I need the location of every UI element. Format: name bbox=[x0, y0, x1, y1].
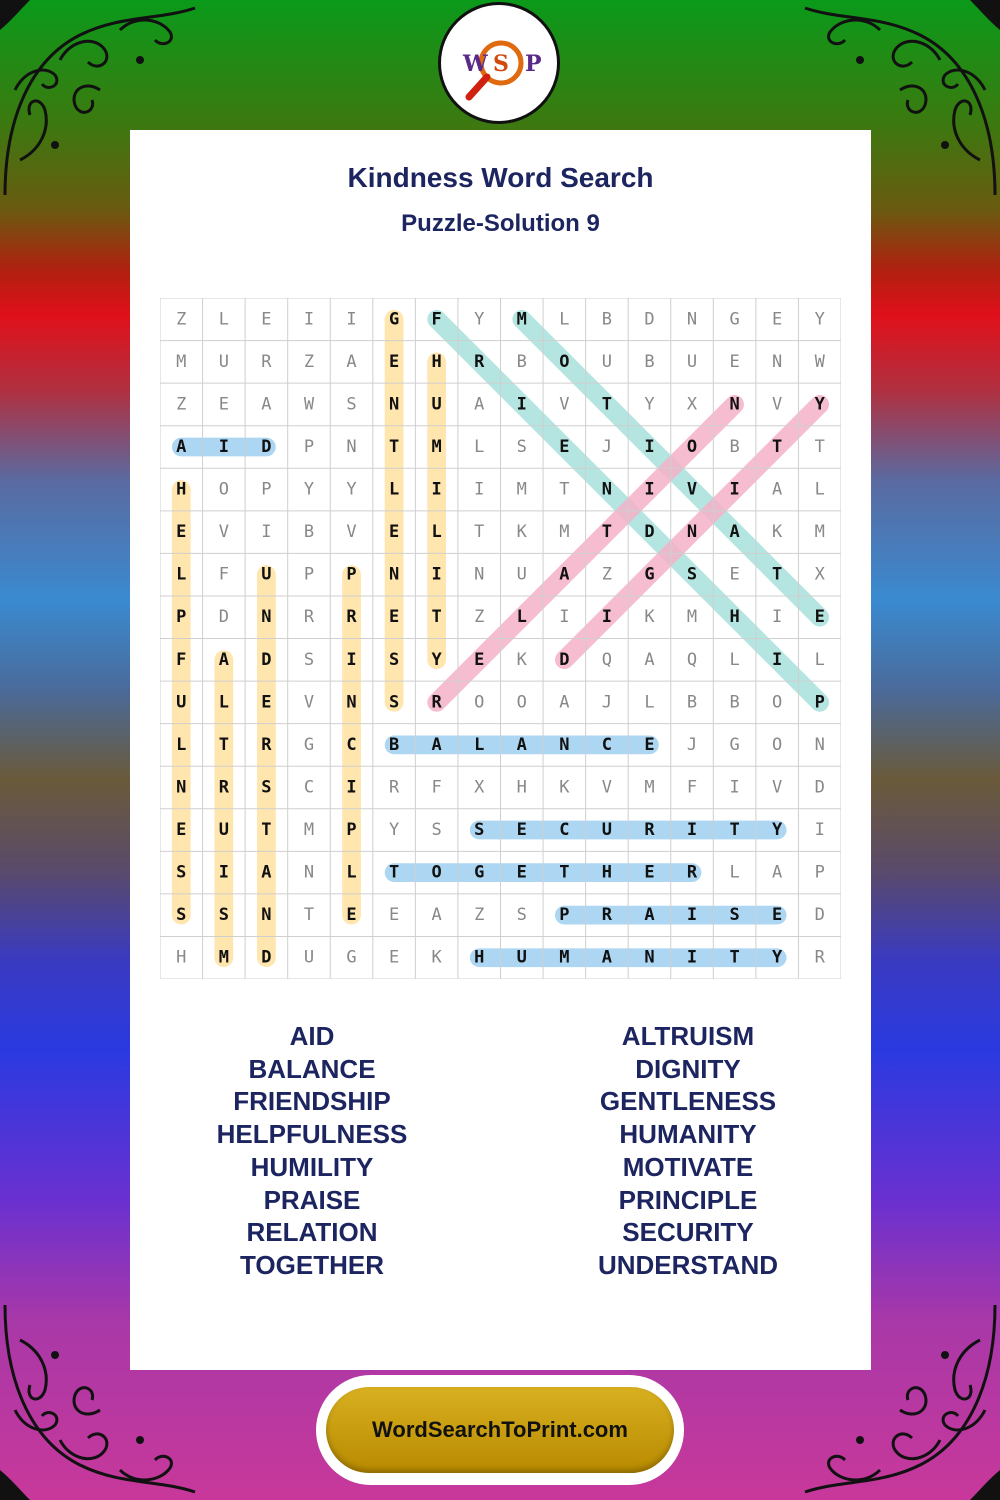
grid-cell-letter[interactable]: R bbox=[261, 351, 272, 372]
word-search-grid bbox=[160, 298, 841, 979]
site-link-button[interactable] bbox=[326, 1387, 674, 1473]
grid-cell-letter[interactable]: M bbox=[559, 947, 570, 968]
grid-cell-letter[interactable]: I bbox=[474, 479, 485, 500]
grid-cell-letter[interactable]: D bbox=[814, 777, 825, 798]
grid-cell-letter[interactable]: A bbox=[346, 351, 357, 372]
grid-cell-letter[interactable]: T bbox=[431, 607, 442, 628]
grid-cell-letter[interactable]: K bbox=[516, 649, 527, 670]
grid-cell-letter[interactable]: H bbox=[176, 479, 187, 500]
grid-cell-letter[interactable]: E bbox=[729, 351, 740, 372]
grid-cell-letter[interactable]: S bbox=[303, 649, 315, 670]
word-list-item: PRAISE bbox=[263, 1184, 361, 1215]
grid-cell-letter[interactable]: A bbox=[261, 862, 272, 883]
grid-cell-letter[interactable]: P bbox=[346, 564, 357, 585]
grid-cell-letter[interactable]: E bbox=[559, 436, 570, 457]
grid-cell-letter[interactable]: I bbox=[644, 479, 655, 500]
grid-cell-letter[interactable]: S bbox=[388, 649, 400, 670]
grid-cell-letter[interactable]: P bbox=[346, 820, 357, 841]
grid-cell-letter[interactable]: B bbox=[516, 351, 527, 372]
grid-cell-letter[interactable]: B bbox=[388, 734, 400, 755]
grid-cell-letter[interactable]: E bbox=[388, 522, 400, 543]
grid-cell-letter[interactable]: D bbox=[814, 905, 825, 926]
grid-cell-letter[interactable]: I bbox=[772, 607, 783, 628]
grid-cell-letter[interactable]: N bbox=[686, 522, 698, 543]
grid-cell-letter[interactable]: A bbox=[474, 394, 485, 415]
grid-cell-letter[interactable]: H bbox=[729, 607, 740, 628]
grid-cell-letter[interactable]: T bbox=[388, 862, 400, 883]
grid-cell-letter[interactable]: T bbox=[218, 734, 229, 755]
word-list-item: SECURITY bbox=[622, 1217, 754, 1248]
grid-cell-letter[interactable]: S bbox=[261, 777, 272, 798]
grid-cell-letter[interactable]: E bbox=[772, 309, 783, 330]
grid-cell-letter[interactable]: D bbox=[559, 649, 570, 670]
word-list-item: FRIENDSHIP bbox=[233, 1086, 391, 1117]
grid-cell-letter[interactable]: U bbox=[601, 351, 613, 372]
grid-cell-letter[interactable]: T bbox=[729, 947, 740, 968]
grid-cell-letter[interactable]: E bbox=[218, 394, 229, 415]
word-list-item: AID bbox=[289, 1021, 335, 1051]
grid-cell-letter[interactable]: B bbox=[729, 692, 740, 713]
grid-cell-letter[interactable]: S bbox=[176, 905, 187, 926]
grid-cell-letter[interactable]: Z bbox=[176, 394, 187, 415]
grid-cell-letter[interactable]: L bbox=[729, 862, 740, 883]
grid-cell-letter[interactable]: I bbox=[218, 436, 229, 457]
grid-cell-letter[interactable]: H bbox=[176, 947, 187, 968]
grid-cell-letter[interactable]: E bbox=[388, 905, 400, 926]
grid-cell-letter[interactable]: M bbox=[559, 522, 570, 543]
grid-cell-letter[interactable]: O bbox=[559, 351, 570, 372]
grid-cell-letter[interactable]: P bbox=[814, 862, 825, 883]
word-list-item: HUMANITY bbox=[619, 1119, 757, 1150]
grid-cell-letter[interactable]: S bbox=[686, 564, 698, 585]
grid-cell-letter[interactable]: I bbox=[601, 607, 613, 628]
grid-cell-letter[interactable]: E bbox=[516, 862, 527, 883]
grid-cell-letter[interactable]: L bbox=[431, 522, 442, 543]
grid-cell-letter[interactable]: L bbox=[218, 692, 229, 713]
word-list-left bbox=[152, 1020, 472, 1282]
grid-cell-letter[interactable]: L bbox=[644, 692, 655, 713]
grid-cell-letter[interactable]: A bbox=[772, 479, 783, 500]
grid-cell-letter[interactable]: B bbox=[686, 692, 698, 713]
puzzle-title: Kindness Word Search bbox=[347, 162, 654, 193]
grid-cell-letter[interactable]: T bbox=[601, 394, 613, 415]
grid-cell-letter[interactable]: M bbox=[516, 479, 527, 500]
grid-cell-letter[interactable]: N bbox=[346, 692, 357, 713]
grid-cell-letter[interactable]: P bbox=[261, 479, 272, 500]
logo-letter-p: P bbox=[525, 51, 542, 77]
grid-cell-letter[interactable]: X bbox=[474, 777, 485, 798]
grid-cell-letter[interactable]: P bbox=[814, 692, 825, 713]
grid-cell-letter[interactable]: Y bbox=[303, 479, 315, 500]
grid-cell-letter[interactable]: W bbox=[814, 351, 825, 372]
grid-cell-letter[interactable]: V bbox=[601, 777, 613, 798]
grid-cell-letter[interactable]: B bbox=[729, 436, 740, 457]
grid-cell-letter[interactable]: U bbox=[303, 947, 315, 968]
grid-cell-letter[interactable]: U bbox=[601, 820, 613, 841]
grid-cell-letter[interactable]: O bbox=[218, 479, 229, 500]
grid-cell-letter[interactable]: M bbox=[303, 820, 315, 841]
grid-cell-letter[interactable]: A bbox=[559, 692, 570, 713]
grid-cell-letter[interactable]: Y bbox=[474, 309, 485, 330]
word-list-right bbox=[528, 1020, 848, 1282]
grid-cell-letter[interactable]: V bbox=[559, 394, 570, 415]
grid-cell-letter[interactable]: N bbox=[644, 947, 655, 968]
grid-cell-letter[interactable]: Y bbox=[431, 649, 442, 670]
grid-cell-letter[interactable]: T bbox=[772, 564, 783, 585]
grid-cell-letter[interactable]: L bbox=[388, 479, 400, 500]
grid-cell-letter[interactable]: E bbox=[814, 607, 825, 628]
word-list-item: UNDERSTAND bbox=[597, 1249, 779, 1280]
grid-cell-letter[interactable]: T bbox=[601, 522, 613, 543]
grid-cell-letter[interactable]: O bbox=[772, 692, 783, 713]
grid-cell-letter[interactable]: A bbox=[644, 649, 655, 670]
grid-cell-letter[interactable]: V bbox=[346, 522, 357, 543]
word-list-item: ALTRUISM bbox=[621, 1021, 755, 1051]
grid-cell-letter[interactable]: F bbox=[218, 564, 229, 585]
grid-cell-letter[interactable]: G bbox=[729, 734, 740, 755]
grid-cell-letter[interactable]: T bbox=[772, 436, 783, 457]
grid-cell-letter[interactable]: B bbox=[644, 351, 655, 372]
grid-cell-letter[interactable]: I bbox=[814, 820, 825, 841]
logo-letter-s: S bbox=[493, 51, 509, 77]
grid-cell-letter[interactable]: M bbox=[686, 607, 698, 628]
grid-cell-letter[interactable]: Y bbox=[644, 394, 655, 415]
grid-cell-letter[interactable]: I bbox=[729, 777, 740, 798]
grid-cell-letter[interactable]: L bbox=[176, 734, 187, 755]
grid-cell-letter[interactable]: I bbox=[346, 777, 357, 798]
grid-cell-letter[interactable]: M bbox=[431, 436, 442, 457]
grid-cell-letter[interactable]: O bbox=[686, 436, 698, 457]
grid-cell-letter[interactable]: A bbox=[516, 734, 527, 755]
grid-cell-letter[interactable]: E bbox=[261, 692, 272, 713]
grid-cell-letter[interactable]: V bbox=[218, 522, 229, 543]
grid-cell-letter[interactable]: J bbox=[601, 692, 613, 713]
grid-cell-letter[interactable]: Y bbox=[346, 479, 357, 500]
grid-cell-letter[interactable]: I bbox=[559, 607, 570, 628]
grid-cell-letter[interactable]: M bbox=[176, 351, 187, 372]
grid-cell-letter[interactable]: T bbox=[559, 862, 570, 883]
grid-cell-letter[interactable]: U bbox=[686, 351, 698, 372]
grid-cell-letter[interactable]: R bbox=[388, 777, 400, 798]
grid-cell-letter[interactable]: N bbox=[559, 734, 570, 755]
grid-cell-letter[interactable]: X bbox=[686, 394, 698, 415]
grid-cell-letter[interactable]: S bbox=[218, 905, 229, 926]
magnifier-handle-icon bbox=[469, 77, 487, 97]
grid-cell-letter[interactable]: L bbox=[516, 607, 527, 628]
word-list-item: HUMILITY bbox=[250, 1151, 374, 1182]
grid-cell-letter[interactable]: A bbox=[644, 905, 655, 926]
grid-cell-letter[interactable]: I bbox=[431, 564, 442, 585]
grid-cell-letter[interactable]: P bbox=[303, 436, 315, 457]
grid-cell-letter[interactable]: V bbox=[303, 692, 315, 713]
site-link-text: WordSearchToPrint.com bbox=[372, 1417, 628, 1442]
grid-cell-letter[interactable]: Z bbox=[176, 309, 187, 330]
grid-cell-letter[interactable]: Y bbox=[772, 947, 783, 968]
grid-cell-letter[interactable]: G bbox=[729, 309, 740, 330]
grid-cell-letter[interactable]: N bbox=[729, 394, 740, 415]
grid-cell-letter[interactable]: L bbox=[176, 564, 187, 585]
grid-cell-letter[interactable]: N bbox=[388, 564, 400, 585]
grid-cell-letter[interactable]: D bbox=[261, 436, 272, 457]
logo-letter-w: W bbox=[463, 51, 488, 77]
grid-cell-letter[interactable]: U bbox=[218, 820, 229, 841]
grid-cell-letter[interactable]: B bbox=[303, 522, 315, 543]
puzzle-subtitle: Puzzle-Solution 9 bbox=[401, 210, 600, 237]
grid-cell-letter[interactable]: R bbox=[644, 820, 655, 841]
grid-cell-letter[interactable]: R bbox=[303, 607, 315, 628]
grid-cell-letter[interactable]: S bbox=[431, 820, 442, 841]
grid-cell-letter[interactable]: S bbox=[388, 692, 400, 713]
grid-cell-letter[interactable]: K bbox=[431, 947, 442, 968]
grid-cell-letter[interactable]: Q bbox=[601, 649, 613, 670]
grid-cell-letter[interactable]: T bbox=[474, 522, 485, 543]
grid-cell-letter[interactable]: E bbox=[388, 351, 400, 372]
word-list-item: PRINCIPLE bbox=[618, 1184, 758, 1215]
grid-cell-letter[interactable]: U bbox=[516, 947, 527, 968]
grid-cell-letter[interactable]: A bbox=[431, 905, 442, 926]
grid-cell-letter[interactable]: I bbox=[686, 905, 698, 926]
word-list-item: BALANCE bbox=[248, 1053, 376, 1084]
grid-cell-letter[interactable]: F bbox=[686, 777, 698, 798]
grid-cell-letter[interactable]: I bbox=[516, 394, 527, 415]
grid-cell-letter[interactable]: Y bbox=[772, 820, 783, 841]
grid-cell-letter[interactable]: K bbox=[516, 522, 527, 543]
grid-cell-letter[interactable]: M bbox=[218, 947, 229, 968]
grid-cell-letter[interactable]: N bbox=[346, 436, 357, 457]
grid-cell-letter[interactable]: L bbox=[474, 436, 485, 457]
grid-cell-letter[interactable]: J bbox=[686, 734, 698, 755]
grid-cell-letter[interactable]: R bbox=[601, 905, 613, 926]
grid-cell-letter[interactable]: R bbox=[686, 862, 698, 883]
grid-canvas bbox=[160, 298, 841, 979]
grid-cell-letter[interactable]: I bbox=[303, 309, 315, 330]
grid-cell-letter[interactable]: L bbox=[814, 649, 825, 670]
grid-cell-letter[interactable]: B bbox=[601, 309, 613, 330]
word-list-item: TOGETHER bbox=[240, 1249, 384, 1280]
grid-cell-letter[interactable]: M bbox=[516, 309, 527, 330]
grid-cell-letter[interactable]: R bbox=[431, 692, 442, 713]
word-list-item: MOTIVATE bbox=[622, 1151, 754, 1182]
grid-cell-letter[interactable]: N bbox=[261, 607, 272, 628]
grid-cell-letter[interactable]: C bbox=[303, 777, 315, 798]
grid-cell-letter[interactable]: I bbox=[218, 862, 229, 883]
grid-cell-letter[interactable]: F bbox=[176, 649, 187, 670]
grid-cell-letter[interactable]: L bbox=[474, 734, 485, 755]
grid-cell-letter[interactable]: N bbox=[814, 734, 825, 755]
grid-cell-letter[interactable]: T bbox=[559, 479, 570, 500]
grid-cell-letter[interactable]: E bbox=[644, 862, 655, 883]
grid-cell-letter[interactable]: E bbox=[772, 905, 783, 926]
grid-cell-letter[interactable]: G bbox=[644, 564, 655, 585]
grid-cell-letter[interactable]: O bbox=[516, 692, 527, 713]
grid-cell-letter[interactable]: M bbox=[814, 522, 825, 543]
grid-cell-letter[interactable]: T bbox=[303, 905, 315, 926]
grid-cell-letter[interactable]: N bbox=[601, 479, 613, 500]
grid-cell-letter[interactable]: P bbox=[559, 905, 570, 926]
grid-cell-letter[interactable]: L bbox=[729, 649, 740, 670]
grid-cell-letter[interactable]: I bbox=[772, 649, 783, 670]
grid-cell-letter[interactable]: Y bbox=[388, 820, 400, 841]
grid-cell-letter[interactable]: Z bbox=[474, 607, 485, 628]
grid-cell-letter[interactable]: U bbox=[176, 692, 187, 713]
grid-cell-letter[interactable]: K bbox=[644, 607, 655, 628]
grid-cell-letter[interactable]: V bbox=[772, 394, 783, 415]
grid-cell-letter[interactable]: A bbox=[559, 564, 570, 585]
grid-cell-letter[interactable]: S bbox=[474, 820, 485, 841]
grid-cell-letter[interactable]: Q bbox=[686, 649, 698, 670]
grid-cell-letter[interactable]: N bbox=[261, 905, 272, 926]
grid-cell-letter[interactable]: O bbox=[772, 734, 783, 755]
grid-cell-letter[interactable]: Z bbox=[601, 564, 613, 585]
grid-cell-letter[interactable]: C bbox=[601, 734, 613, 755]
grid-cell-letter[interactable]: E bbox=[346, 905, 357, 926]
word-list-item: GENTLENESS bbox=[599, 1086, 777, 1117]
grid-cell-letter[interactable]: X bbox=[814, 564, 825, 585]
word-list-item: RELATION bbox=[246, 1217, 378, 1248]
grid-cell-letter[interactable]: U bbox=[431, 394, 442, 415]
grid-cell-letter[interactable]: J bbox=[601, 436, 613, 457]
grid-cell-letter[interactable]: P bbox=[176, 607, 187, 628]
grid-cell-letter[interactable]: D bbox=[261, 649, 272, 670]
grid-cell-letter[interactable]: E bbox=[644, 734, 655, 755]
wsp-logo bbox=[438, 2, 560, 124]
grid-cell-letter[interactable]: G bbox=[346, 947, 357, 968]
grid-cell-letter[interactable]: R bbox=[218, 777, 229, 798]
grid-cell-letter[interactable]: V bbox=[772, 777, 783, 798]
grid-cell-letter[interactable]: W bbox=[303, 394, 315, 415]
grid-cell-letter[interactable]: N bbox=[772, 351, 783, 372]
grid-cell-letter[interactable]: S bbox=[516, 436, 527, 457]
grid-cell-letter[interactable]: C bbox=[346, 734, 357, 755]
grid-cell-letter[interactable]: R bbox=[474, 351, 485, 372]
word-list-item: DIGNITY bbox=[635, 1053, 741, 1084]
grid-cell-letter[interactable]: H bbox=[431, 351, 442, 372]
grid-cell-letter[interactable]: D bbox=[261, 947, 272, 968]
grid-cell-letter[interactable]: L bbox=[346, 862, 357, 883]
grid-cell-letter[interactable]: R bbox=[346, 607, 357, 628]
grid-cell-letter[interactable]: I bbox=[261, 522, 272, 543]
grid-cell-letter[interactable]: I bbox=[686, 947, 698, 968]
grid-cell-letter[interactable]: L bbox=[559, 309, 570, 330]
grid-cell-letter[interactable]: A bbox=[261, 394, 272, 415]
grid-cell-letter[interactable]: I bbox=[346, 649, 357, 670]
grid-cell-letter[interactable]: H bbox=[601, 862, 613, 883]
grid-cell-letter[interactable]: E bbox=[261, 309, 272, 330]
grid-cell-letter[interactable]: A bbox=[431, 734, 442, 755]
grid-cell-letter[interactable]: D bbox=[218, 607, 229, 628]
grid-cell-letter[interactable]: N bbox=[388, 394, 400, 415]
grid-cell-letter[interactable]: S bbox=[516, 905, 527, 926]
grid-cell-letter[interactable]: K bbox=[772, 522, 783, 543]
grid-cell-letter[interactable]: Z bbox=[303, 351, 315, 372]
grid-cell-letter[interactable]: T bbox=[814, 436, 825, 457]
grid-cell-letter[interactable]: T bbox=[729, 820, 740, 841]
grid-cell-letter[interactable]: F bbox=[431, 777, 442, 798]
grid-cell-letter[interactable]: R bbox=[814, 947, 825, 968]
grid-cell-letter[interactable]: A bbox=[601, 947, 613, 968]
grid-cell-letter[interactable]: S bbox=[729, 905, 740, 926]
footer-badge bbox=[316, 1375, 684, 1485]
grid-cell-letter[interactable]: L bbox=[218, 309, 229, 330]
grid-cell-letter[interactable]: N bbox=[686, 309, 698, 330]
grid-cell-letter[interactable]: Z bbox=[474, 905, 485, 926]
grid-cell-letter[interactable]: U bbox=[261, 564, 272, 585]
grid-cell-letter[interactable]: F bbox=[431, 309, 442, 330]
grid-cell-letter[interactable]: U bbox=[218, 351, 229, 372]
grid-cell-letter[interactable]: I bbox=[686, 820, 698, 841]
grid-cell-letter[interactable]: N bbox=[303, 862, 315, 883]
grid-cell-letter[interactable]: Y bbox=[814, 394, 825, 415]
grid-cell-letter[interactable]: R bbox=[261, 734, 272, 755]
grid-cell-letter[interactable]: T bbox=[388, 436, 400, 457]
grid-cell-letter[interactable]: I bbox=[431, 479, 442, 500]
grid-cell-letter[interactable]: E bbox=[388, 947, 400, 968]
grid-cell-letter[interactable]: E bbox=[388, 607, 400, 628]
grid-cell-letter[interactable]: E bbox=[729, 564, 740, 585]
grid-cell-letter[interactable]: P bbox=[303, 564, 315, 585]
grid-cell-letter[interactable]: I bbox=[644, 436, 655, 457]
grid-cell-letter[interactable]: O bbox=[474, 692, 485, 713]
grid-cell-letter[interactable]: I bbox=[346, 309, 357, 330]
grid-cell-letter[interactable]: M bbox=[644, 777, 655, 798]
grid-cell-letter[interactable]: D bbox=[644, 522, 655, 543]
grid-cell-letter[interactable]: C bbox=[559, 820, 570, 841]
grid-cell-letter[interactable]: G bbox=[303, 734, 315, 755]
grid-cell-letter[interactable]: S bbox=[346, 394, 357, 415]
grid-cell-letter[interactable]: A bbox=[218, 649, 229, 670]
grid-cell-letter[interactable]: A bbox=[176, 436, 187, 457]
grid-cell-letter[interactable]: E bbox=[474, 649, 485, 670]
grid-cell-letter[interactable]: H bbox=[516, 777, 527, 798]
grid-cell-letter[interactable]: D bbox=[644, 309, 655, 330]
grid-cell-letter[interactable]: T bbox=[261, 820, 272, 841]
grid-cell-letter[interactable]: G bbox=[388, 309, 400, 330]
grid-cell-letter[interactable]: A bbox=[772, 862, 783, 883]
grid-cell-letter[interactable]: S bbox=[176, 862, 187, 883]
word-list-item: HELPFULNESS bbox=[216, 1119, 408, 1150]
grid-cell-letter[interactable]: O bbox=[431, 862, 442, 883]
grid-cell-letter[interactable]: I bbox=[729, 479, 740, 500]
grid-cell-letter[interactable]: Y bbox=[814, 309, 825, 330]
grid-cell-letter[interactable]: E bbox=[176, 820, 187, 841]
grid-cell-letter[interactable]: E bbox=[176, 522, 187, 543]
grid-cell-letter[interactable]: N bbox=[474, 564, 485, 585]
grid-cell-letter[interactable]: E bbox=[516, 820, 527, 841]
grid-cell-letter[interactable]: H bbox=[474, 947, 485, 968]
grid-cell-letter[interactable]: L bbox=[814, 479, 825, 500]
grid-cell-letter[interactable]: K bbox=[559, 777, 570, 798]
grid-cell-letter[interactable]: G bbox=[474, 862, 485, 883]
grid-cell-letter[interactable]: N bbox=[176, 777, 187, 798]
grid-cell-letter[interactable]: U bbox=[516, 564, 527, 585]
grid-cell-letter[interactable]: A bbox=[729, 522, 740, 543]
grid-cell-letter[interactable]: V bbox=[686, 479, 698, 500]
